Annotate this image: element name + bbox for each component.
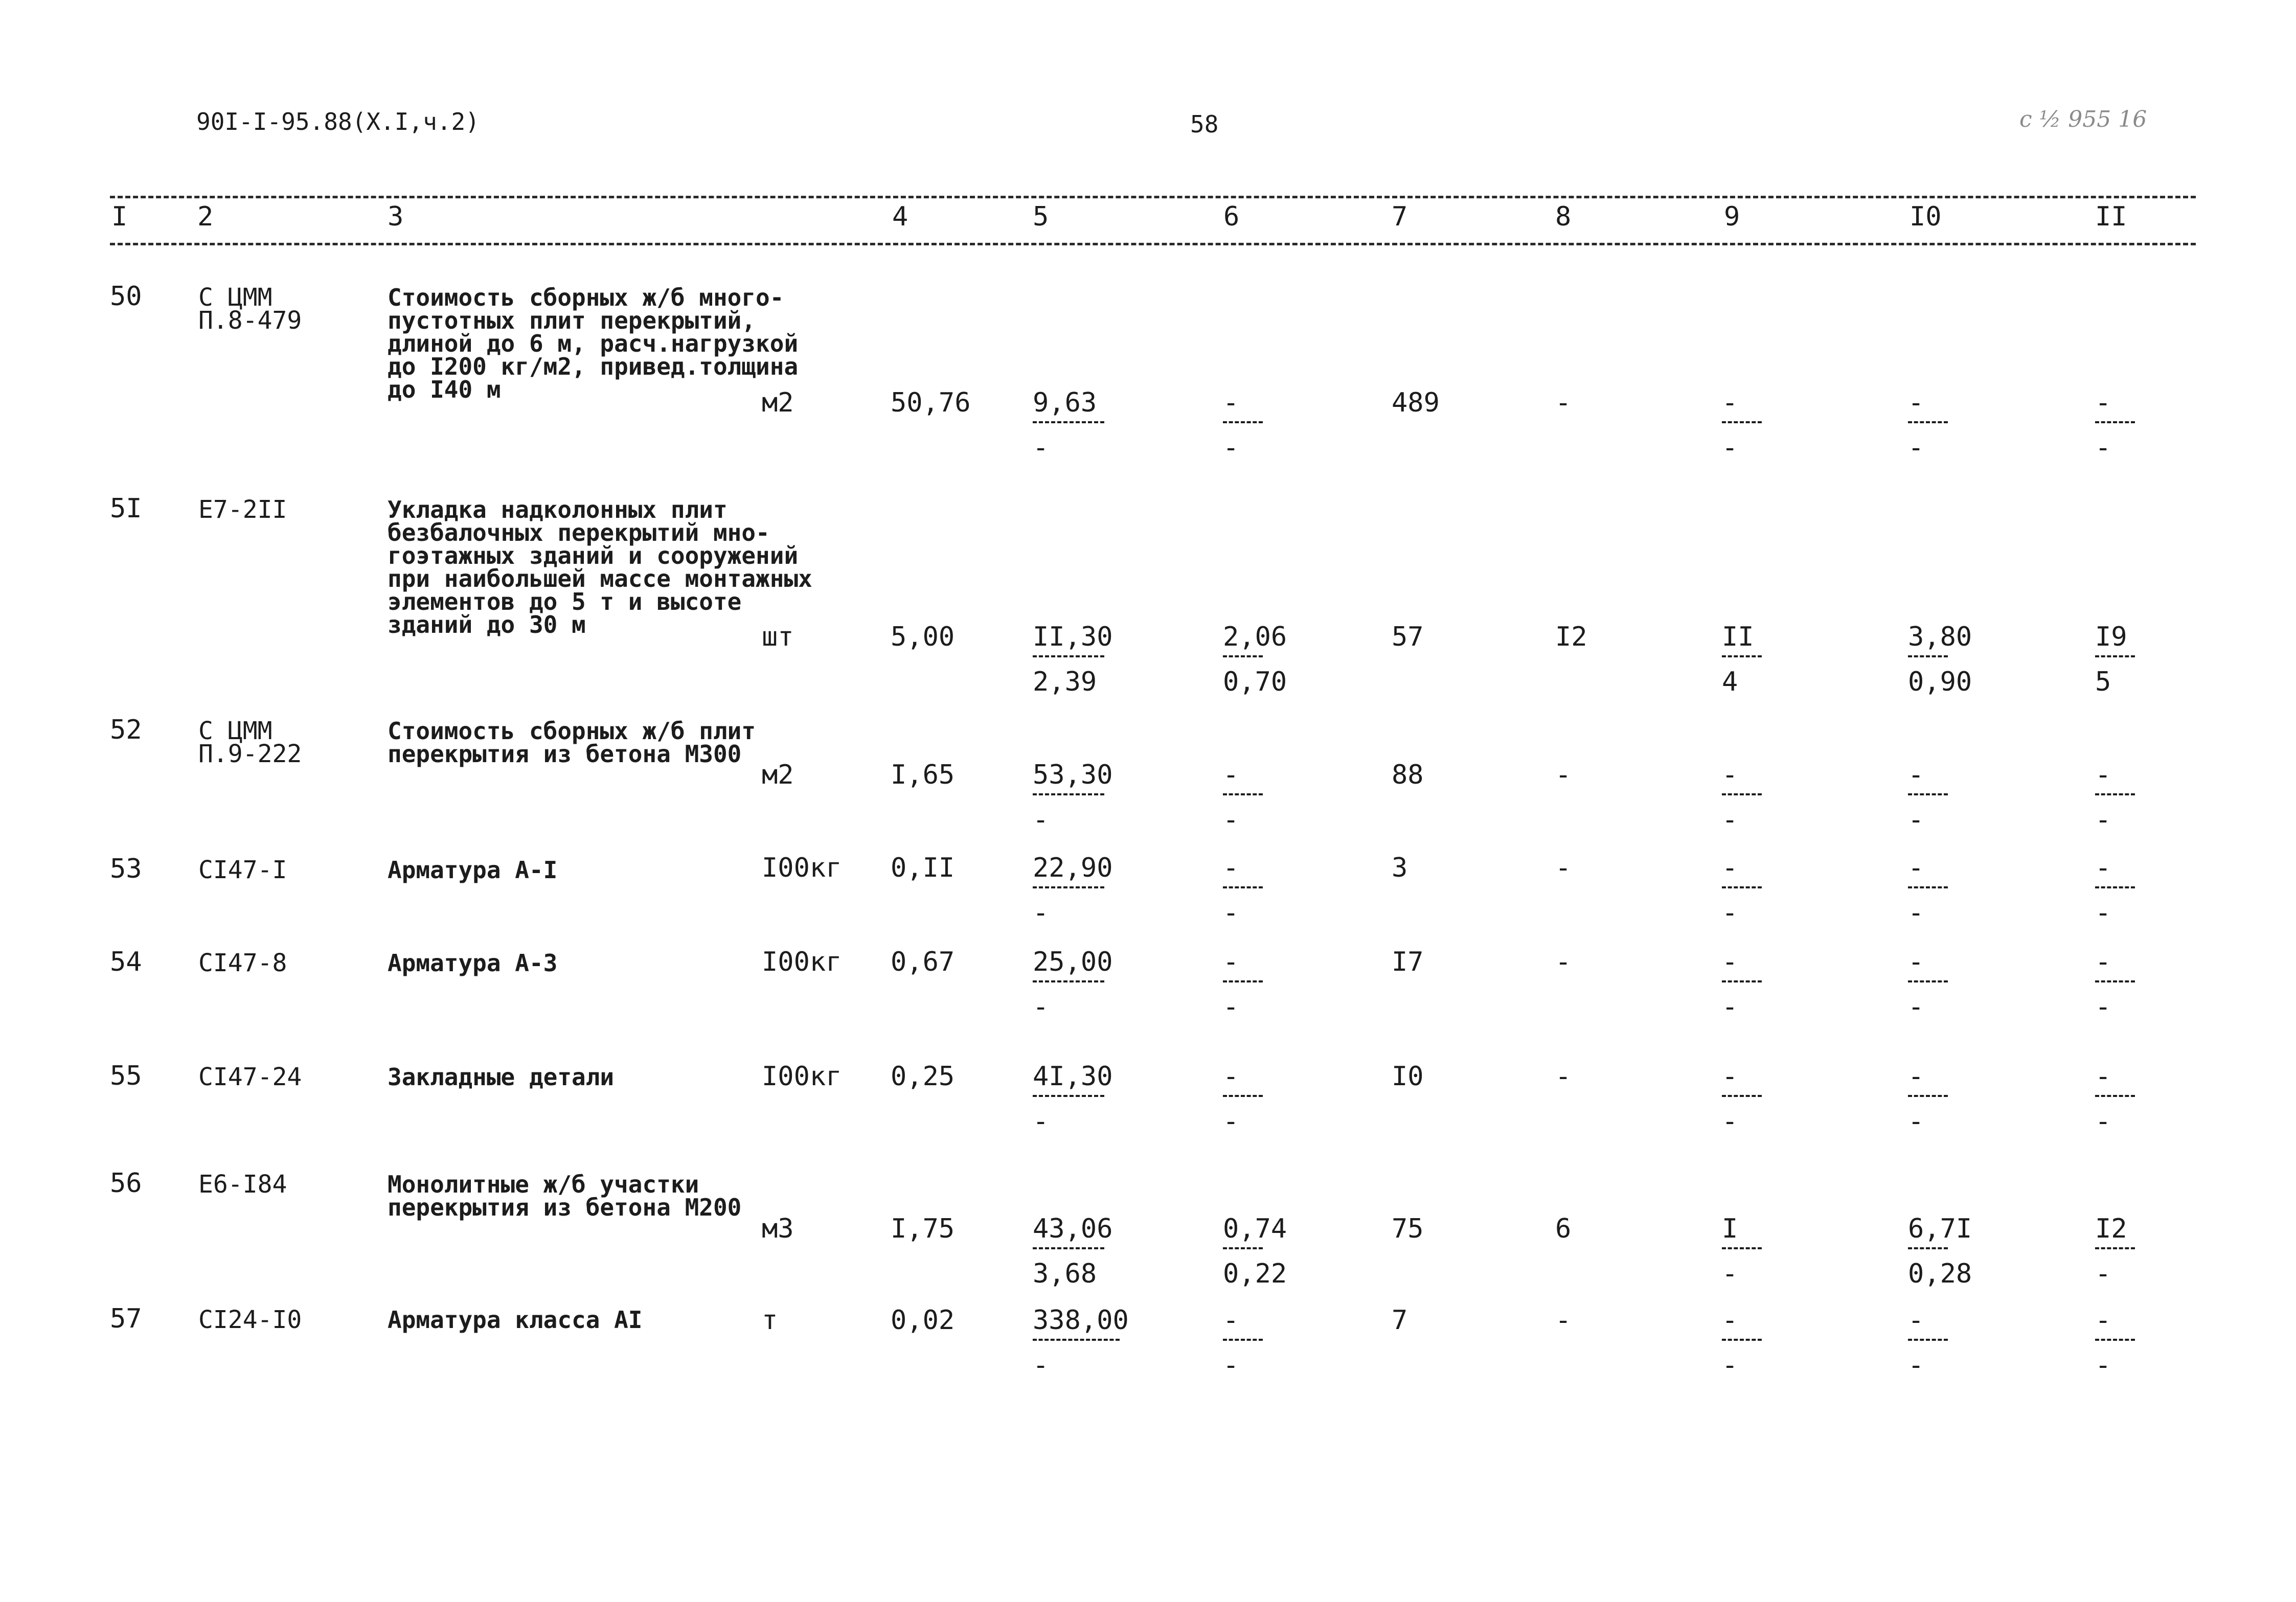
fraction-divider (1223, 886, 1263, 888)
fraction-numerator: - (1908, 760, 1924, 790)
fraction-numerator: - (2095, 947, 2111, 977)
column-number: 5 (1033, 201, 1049, 232)
column-number: 7 (1392, 201, 1408, 232)
fraction-c6 (1223, 855, 1263, 926)
fraction-c9 (1722, 855, 1762, 926)
fraction-c5 (1033, 762, 1113, 833)
fraction-c9 (1722, 1063, 1762, 1135)
fraction-divider (1033, 793, 1104, 795)
fraction-numerator: - (2095, 387, 2111, 418)
fraction-denominator: - (1908, 805, 1924, 835)
unit-of-measure: шт (762, 622, 794, 652)
fraction-denominator: - (2095, 1350, 2111, 1381)
column-number: 6 (1223, 201, 1240, 232)
fraction-denominator: - (1722, 992, 1738, 1022)
fraction-divider (1908, 1339, 1948, 1341)
column-number: 2 (197, 201, 214, 232)
fraction-denominator: - (1223, 898, 1239, 928)
work-description: Закладные детали (388, 1063, 615, 1091)
fraction-c10 (1908, 762, 1948, 833)
quantity: 0,67 (891, 947, 955, 977)
column-7-value: I0 (1392, 1061, 1424, 1092)
fraction-denominator: - (2095, 898, 2111, 928)
fraction-denominator: - (2095, 432, 2111, 463)
work-description: Стоимость сборных ж/б много- пустотных плит перекрытий, длиной до 6 м, расч.нагрузкой до I200 кг/м2, привед.толщина до I40 м (388, 284, 799, 403)
fraction-numerator: - (1908, 947, 1924, 977)
fraction-numerator: 4I,30 (1033, 1061, 1113, 1092)
row-number: 57 (110, 1303, 142, 1334)
column-number: I0 (1909, 201, 1942, 232)
fraction-divider (1722, 1095, 1762, 1097)
fraction-c5 (1033, 387, 1104, 463)
header-rule-top (110, 196, 2196, 198)
fraction-denominator: - (1722, 805, 1738, 835)
column-8-value: - (1555, 1061, 1572, 1092)
fraction-denominator: - (1223, 992, 1239, 1022)
fraction-numerator: - (1223, 853, 1239, 883)
fraction-c5 (1033, 949, 1113, 1020)
fraction-denominator: - (1033, 898, 1049, 928)
unit-of-measure: м2 (762, 760, 794, 790)
fraction-denominator: 0,90 (1908, 667, 1972, 697)
fraction-divider (2095, 886, 2135, 888)
fraction-denominator: - (1722, 432, 1738, 463)
unit-of-measure: I00кг (762, 853, 842, 883)
fraction-numerator: - (2095, 1061, 2111, 1092)
fraction-numerator: I (1722, 1214, 1738, 1244)
position-code: СI47-8 (198, 949, 287, 977)
row-number: 53 (110, 854, 142, 884)
work-description: Стоимость сборных ж/б плит перекрытия из бетона М300 (388, 717, 756, 768)
fraction-denominator: - (1908, 1106, 1924, 1137)
fraction-numerator: 22,90 (1033, 853, 1113, 883)
fraction-c6 (1223, 1063, 1263, 1135)
fraction-c11 (2095, 855, 2135, 926)
fraction-numerator: - (2095, 1305, 2111, 1336)
fraction-c6 (1223, 387, 1263, 463)
page-number: 58 (1190, 110, 1219, 138)
fraction-divider (1223, 793, 1263, 795)
document-code: 90I-I-95.88(X.I,ч.2) (196, 108, 480, 135)
work-description: Укладка надколонных плит безбалочных перекрытий мно- гоэтажных зданий и сооружений при наибольшей массе монтажных элементов до 5 т и высоте зданий до 30 м (388, 496, 812, 638)
fraction-c6 (1223, 1216, 1287, 1287)
fraction-divider (2095, 1247, 2135, 1249)
fraction-numerator: - (1223, 387, 1239, 418)
row-number: 56 (110, 1168, 142, 1199)
fraction-numerator: I2 (2095, 1214, 2127, 1244)
fraction-c6 (1223, 624, 1287, 695)
column-number: II (2095, 201, 2127, 232)
fraction-denominator: - (2095, 1258, 2111, 1289)
fraction-divider (1033, 1095, 1104, 1097)
fraction-numerator: - (1722, 1305, 1738, 1336)
work-description: Монолитные ж/б участки перекрытия из бетона М200 (388, 1171, 742, 1221)
fraction-c10 (1908, 624, 1972, 695)
unit-of-measure: I00кг (762, 1061, 842, 1092)
fraction-c9 (1722, 1216, 1762, 1287)
column-7-value: 75 (1392, 1214, 1424, 1244)
row-number: 50 (110, 281, 142, 312)
fraction-denominator: - (1033, 1106, 1049, 1137)
fraction-numerator: - (1722, 760, 1738, 790)
fraction-c11 (2095, 1216, 2135, 1287)
fraction-divider (1908, 886, 1948, 888)
fraction-denominator: - (1722, 1258, 1738, 1289)
column-number: 9 (1724, 201, 1740, 232)
fraction-divider (1908, 1095, 1948, 1097)
fraction-numerator: I9 (2095, 622, 2127, 652)
quantity: I,75 (891, 1214, 955, 1244)
fraction-denominator: 3,68 (1033, 1258, 1097, 1289)
fraction-c10 (1908, 387, 1948, 463)
fraction-c11 (2095, 762, 2135, 833)
column-number: 4 (892, 201, 908, 232)
column-8-value: - (1555, 760, 1572, 790)
work-description: Арматура А-3 (388, 949, 558, 977)
fraction-c9 (1722, 762, 1762, 833)
work-description: Арматура А-I (388, 856, 558, 884)
column-7-value: 7 (1392, 1305, 1408, 1336)
fraction-divider (1223, 1095, 1263, 1097)
fraction-denominator: 5 (2095, 667, 2111, 697)
fraction-denominator: - (1722, 898, 1738, 928)
fraction-denominator: - (1223, 805, 1239, 835)
fraction-c10 (1908, 949, 1948, 1020)
fraction-divider (1223, 655, 1263, 657)
fraction-denominator: - (1033, 805, 1049, 835)
fraction-denominator: 4 (1722, 667, 1738, 697)
fraction-numerator: - (1722, 387, 1738, 418)
fraction-denominator: - (2095, 992, 2111, 1022)
fraction-denominator: 0,22 (1223, 1258, 1287, 1289)
fraction-c5 (1033, 1063, 1113, 1135)
fraction-divider (2095, 980, 2135, 982)
fraction-numerator: 3,80 (1908, 622, 1972, 652)
archive-stamp: с ½ 955 16 (2019, 106, 2147, 132)
fraction-denominator: - (1033, 1350, 1049, 1381)
fraction-c11 (2095, 624, 2135, 695)
fraction-numerator: II,30 (1033, 622, 1113, 652)
fraction-denominator: - (1223, 432, 1239, 463)
fraction-numerator: - (1908, 1305, 1924, 1336)
fraction-divider (1033, 655, 1104, 657)
fraction-divider (1033, 1339, 1120, 1341)
fraction-divider (1908, 421, 1948, 423)
column-8-value: - (1555, 853, 1572, 883)
quantity: 50,76 (891, 387, 971, 418)
fraction-numerator: - (1223, 947, 1239, 977)
row-number: 55 (110, 1061, 142, 1091)
fraction-numerator: II (1722, 622, 1754, 652)
column-7-value: I7 (1392, 947, 1424, 977)
fraction-divider (2095, 1095, 2135, 1097)
fraction-numerator: - (1223, 1305, 1239, 1336)
fraction-denominator: - (1722, 1350, 1738, 1381)
work-description: Арматура класса АI (388, 1306, 643, 1334)
fraction-c6 (1223, 1307, 1263, 1379)
unit-of-measure: т (762, 1305, 778, 1336)
fraction-numerator: - (1223, 1061, 1239, 1092)
fraction-numerator: 6,7I (1908, 1214, 1972, 1244)
fraction-numerator: 2,06 (1223, 622, 1287, 652)
fraction-denominator: 0,28 (1908, 1258, 1972, 1289)
position-code: Е7-2II (198, 495, 287, 524)
fraction-divider (1033, 1247, 1104, 1249)
fraction-numerator: - (1908, 853, 1924, 883)
quantity: 0,25 (891, 1061, 955, 1092)
fraction-c6 (1223, 762, 1263, 833)
fraction-c5 (1033, 855, 1113, 926)
fraction-c11 (2095, 387, 2135, 463)
column-8-value: - (1555, 947, 1572, 977)
fraction-c10 (1908, 1216, 1972, 1287)
fraction-numerator: 338,00 (1033, 1305, 1129, 1336)
position-code: С ЦММ П.8-479 (198, 283, 302, 335)
fraction-numerator: - (1722, 853, 1738, 883)
fraction-divider (1033, 421, 1104, 423)
position-code: СI47-24 (198, 1063, 302, 1091)
fraction-numerator: 53,30 (1033, 760, 1113, 790)
fraction-divider (1908, 655, 1948, 657)
fraction-divider (1722, 980, 1762, 982)
unit-of-measure: I00кг (762, 947, 842, 977)
fraction-c9 (1722, 387, 1762, 463)
row-number: 52 (110, 715, 142, 745)
fraction-c5 (1033, 1307, 1129, 1379)
fraction-denominator: - (1033, 432, 1049, 463)
fraction-numerator: - (2095, 853, 2111, 883)
fraction-divider (1722, 1247, 1762, 1249)
fraction-divider (1722, 1339, 1762, 1341)
fraction-denominator: - (1223, 1350, 1239, 1381)
fraction-c11 (2095, 1307, 2135, 1379)
fraction-c11 (2095, 1063, 2135, 1135)
fraction-numerator: 43,06 (1033, 1214, 1113, 1244)
column-8-value: - (1555, 1305, 1572, 1336)
fraction-divider (1722, 793, 1762, 795)
column-7-value: 88 (1392, 760, 1424, 790)
position-code: СI24-I0 (198, 1306, 302, 1334)
fraction-denominator: - (1223, 1106, 1239, 1137)
row-number: 54 (110, 947, 142, 977)
fraction-divider (2095, 1339, 2135, 1341)
fraction-c9 (1722, 1307, 1762, 1379)
fraction-divider (1908, 980, 1948, 982)
column-number: I (111, 201, 128, 232)
fraction-c10 (1908, 1307, 1948, 1379)
fraction-divider (1223, 980, 1263, 982)
fraction-numerator: - (1722, 1061, 1738, 1092)
header-rule-bottom (110, 243, 2196, 245)
fraction-denominator: - (1722, 1106, 1738, 1137)
fraction-c10 (1908, 1063, 1948, 1135)
fraction-c5 (1033, 624, 1113, 695)
unit-of-measure: м2 (762, 387, 794, 418)
fraction-numerator: - (1722, 947, 1738, 977)
fraction-numerator: - (1223, 760, 1239, 790)
quantity: 0,02 (891, 1305, 955, 1336)
fraction-numerator: - (2095, 760, 2111, 790)
fraction-denominator: - (2095, 805, 2111, 835)
position-code: Е6-I84 (198, 1170, 287, 1199)
fraction-c10 (1908, 855, 1948, 926)
fraction-divider (1033, 980, 1104, 982)
fraction-divider (1722, 655, 1762, 657)
fraction-c5 (1033, 1216, 1113, 1287)
column-7-value: 3 (1392, 853, 1408, 883)
quantity: I,65 (891, 760, 955, 790)
column-8-value: I2 (1555, 622, 1587, 652)
fraction-numerator: 25,00 (1033, 947, 1113, 977)
fraction-divider (2095, 793, 2135, 795)
quantity: 5,00 (891, 622, 955, 652)
fraction-denominator: 2,39 (1033, 667, 1097, 697)
fraction-denominator: - (1908, 898, 1924, 928)
row-number: 5I (110, 493, 142, 524)
fraction-divider (2095, 421, 2135, 423)
position-code: СI47-I (198, 856, 287, 884)
fraction-c9 (1722, 624, 1762, 695)
fraction-divider (1908, 793, 1948, 795)
fraction-divider (1722, 421, 1762, 423)
fraction-denominator: 0,70 (1223, 667, 1287, 697)
position-code: С ЦММ П.9-222 (198, 717, 302, 768)
fraction-divider (1722, 886, 1762, 888)
fraction-denominator: - (1908, 1350, 1924, 1381)
fraction-divider (1908, 1247, 1948, 1249)
fraction-denominator: - (1908, 992, 1924, 1022)
unit-of-measure: м3 (762, 1214, 794, 1244)
fraction-c6 (1223, 949, 1263, 1020)
quantity: 0,II (891, 853, 955, 883)
column-number: 3 (388, 201, 404, 232)
fraction-numerator: - (1908, 1061, 1924, 1092)
fraction-divider (1223, 1339, 1263, 1341)
fraction-denominator: - (2095, 1106, 2111, 1137)
column-8-value: - (1555, 387, 1572, 418)
column-8-value: 6 (1555, 1214, 1572, 1244)
column-7-value: 489 (1392, 387, 1440, 418)
fraction-denominator: - (1033, 992, 1049, 1022)
fraction-denominator: - (1908, 432, 1924, 463)
fraction-c11 (2095, 949, 2135, 1020)
fraction-c9 (1722, 949, 1762, 1020)
fraction-numerator: - (1908, 387, 1924, 418)
fraction-numerator: 9,63 (1033, 387, 1097, 418)
fraction-divider (1223, 1247, 1263, 1249)
fraction-divider (2095, 655, 2135, 657)
fraction-numerator: 0,74 (1223, 1214, 1287, 1244)
fraction-divider (1033, 886, 1104, 888)
column-7-value: 57 (1392, 622, 1424, 652)
fraction-divider (1223, 421, 1263, 423)
column-number: 8 (1555, 201, 1572, 232)
